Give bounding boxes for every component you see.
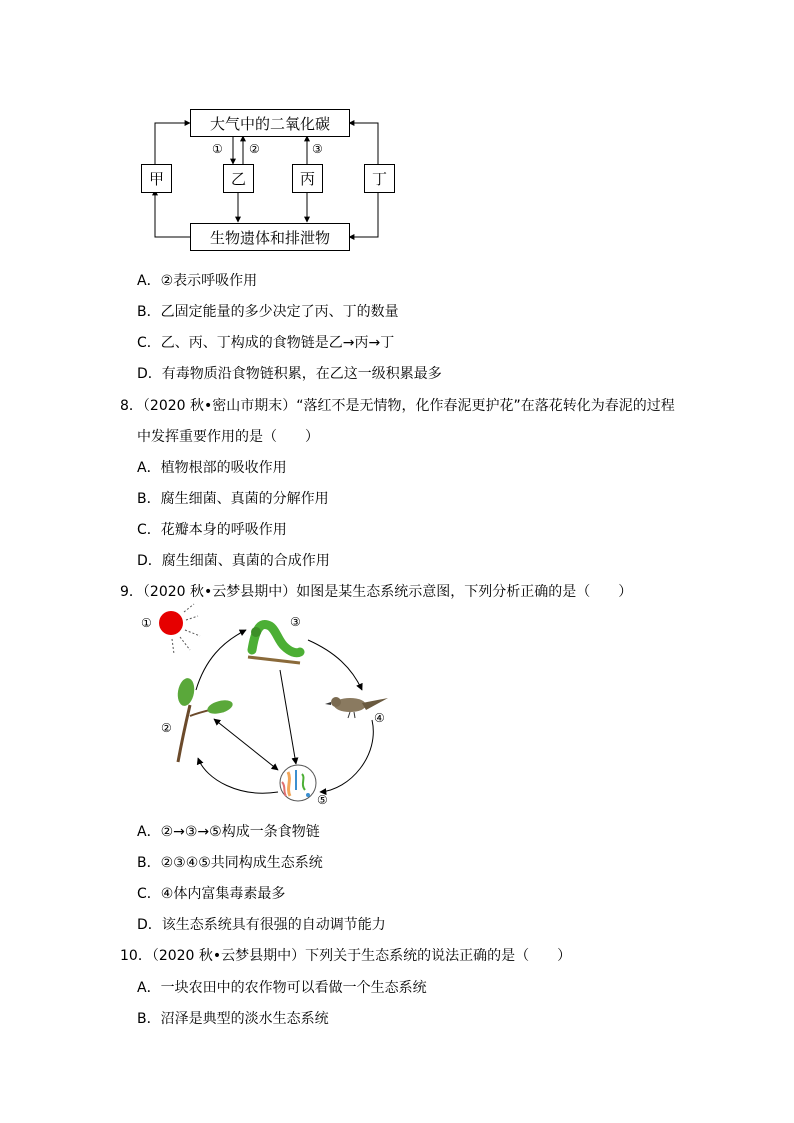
marker-2: ② [249,142,260,156]
eco-label-4: ④ [374,711,385,725]
q10-option-a: A．一块农田中的农作物可以看做一个生态系统 [137,980,427,996]
caterpillar-icon [248,625,300,663]
q8-option-d: D．腐生细菌、真菌的合成作用 [137,553,330,569]
q9-option-a: A．②→③→⑤构成一条食物链 [137,824,320,840]
q8-option-c: C．花瓣本身的呼吸作用 [137,522,287,538]
q8-stem-line1: 8．（2020 秋•密山市期末）“落红不是无情物，化作春泥更护花”在落花转化为春泥的过程 [120,398,675,414]
plant-icon [176,677,234,762]
node-yi: 乙 [223,164,254,193]
eco-label-1: ① [141,616,152,630]
q8-stem-line2: 中发挥重要作用的是（ ） [137,429,319,445]
q7-option-a: A．②表示呼吸作用 [137,273,258,289]
q7-option-b: B．乙固定能量的多少决定了丙、丁的数量 [137,304,399,320]
eco-label-5: ⑤ [317,793,328,807]
node-ding: 丁 [364,164,395,193]
marker-1: ① [212,142,223,156]
q9-stem: 9．（2020 秋•云梦县期中）如图是某生态系统示意图，下列分析正确的是（ ） [120,584,633,600]
node-bing: 丙 [292,164,323,193]
q7-option-d: D．有毒物质沿食物链积累，在乙这一级积累最多 [137,366,442,382]
eco-label-3: ③ [290,615,301,629]
q7-option-c: C．乙、丙、丁构成的食物链是乙→丙→丁 [137,335,395,351]
q9-option-b: B．②③④⑤共同构成生态系统 [137,855,323,871]
eco-label-2: ② [161,721,172,735]
microbe-icon [280,765,316,801]
q10-option-b: B．沼泽是典型的淡水生态系统 [137,1011,329,1027]
node-jia: 甲 [141,164,172,193]
q9-option-c: C．④体内富集毒素最多 [137,886,286,902]
q8-option-a: A．植物根部的吸收作用 [137,460,287,476]
q9-option-d: D．该生态系统具有很强的自动调节能力 [137,917,386,933]
marker-3: ③ [312,142,323,156]
q8-option-b: B．腐生细菌、真菌的分解作用 [137,491,329,507]
atmosphere-co2-box: 大气中的二氧化碳 [190,109,350,137]
q10-stem: 10．（2020 秋•云梦县期中）下列关于生态系统的说法正确的是（ ） [120,948,572,964]
sun-icon [159,604,200,654]
remains-box: 生物遗体和排泄物 [190,223,350,251]
